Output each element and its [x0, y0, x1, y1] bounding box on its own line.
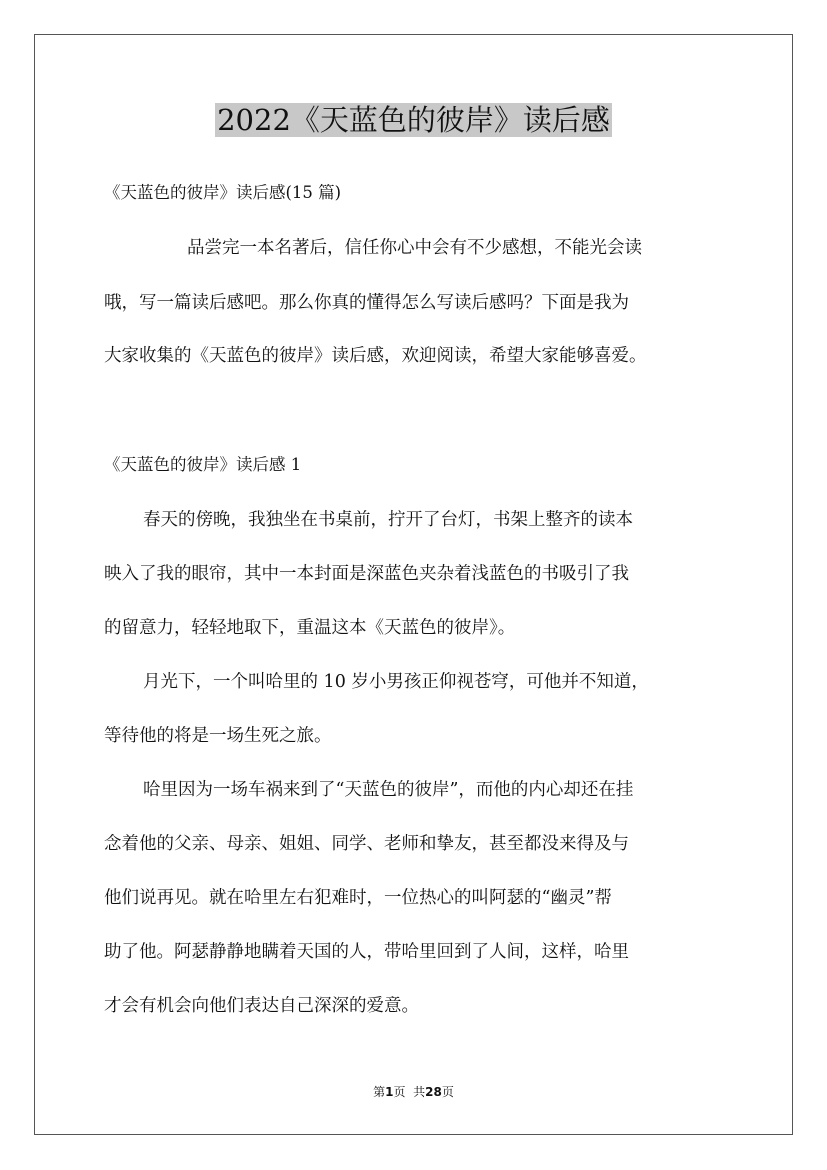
paragraph-line: 的留意力，轻轻地取下，重温这本《天蓝色的彼岸》。 — [104, 618, 516, 638]
footer-page-suffix: 页 — [393, 1085, 406, 1099]
footer-total-prefix: 共 — [413, 1085, 426, 1099]
section-heading: 《天蓝色的彼岸》读后感 1 — [104, 455, 302, 474]
paragraph-line: 月光下，一个叫哈里的 10 岁小男孩正仰视苍穹，可他并不知道， — [143, 672, 649, 692]
footer-total-suffix: 页 — [441, 1085, 454, 1099]
paragraph-line: 助了他。阿瑟静静地瞒着天国的人，带哈里回到了人间，这样，哈里 — [104, 942, 629, 962]
paragraph-line: 春天的傍晚，我独坐在书桌前，拧开了台灯，书架上整齐的读本 — [143, 510, 633, 530]
paragraph-line: 等待他的将是一场生死之旅。 — [104, 726, 332, 746]
paragraph-line: 映入了我的眼帘，其中一本封面是深蓝色夹杂着浅蓝色的书吸引了我 — [104, 564, 629, 584]
paragraph-line: 他们说再见。就在哈里左右犯难时，一位热心的叫阿瑟的“幽灵”帮 — [104, 888, 612, 908]
document-title-text: 2022《天蓝色的彼岸》读后感 — [217, 103, 610, 137]
document-subtitle: 《天蓝色的彼岸》读后感(15 篇) — [104, 183, 342, 202]
intro-line: 品尝完一本名著后，信任你心中会有不少感想，不能光会读 — [187, 238, 642, 258]
paragraph-line: 哈里因为一场车祸来到了“天蓝色的彼岸”，而他的内心却还在挂 — [143, 780, 634, 800]
footer-page-number: 1 — [385, 1085, 394, 1099]
intro-line: 大家收集的《天蓝色的彼岸》读后感，欢迎阅读，希望大家能够喜爱。 — [104, 346, 647, 366]
intro-line: 哦，写一篇读后感吧。那么你真的懂得怎么写读后感吗？下面是我为 — [104, 293, 629, 313]
page-footer — [0, 1084, 827, 1100]
footer-total-pages: 28 — [425, 1085, 442, 1099]
paragraph-line: 念着他的父亲、母亲、姐姐、同学、老师和挚友，甚至都没来得及与 — [104, 834, 629, 854]
footer-page-prefix: 第 — [373, 1085, 386, 1099]
paragraph-line: 才会有机会向他们表达自己深深的爱意。 — [104, 996, 419, 1016]
document-title — [0, 100, 827, 140]
